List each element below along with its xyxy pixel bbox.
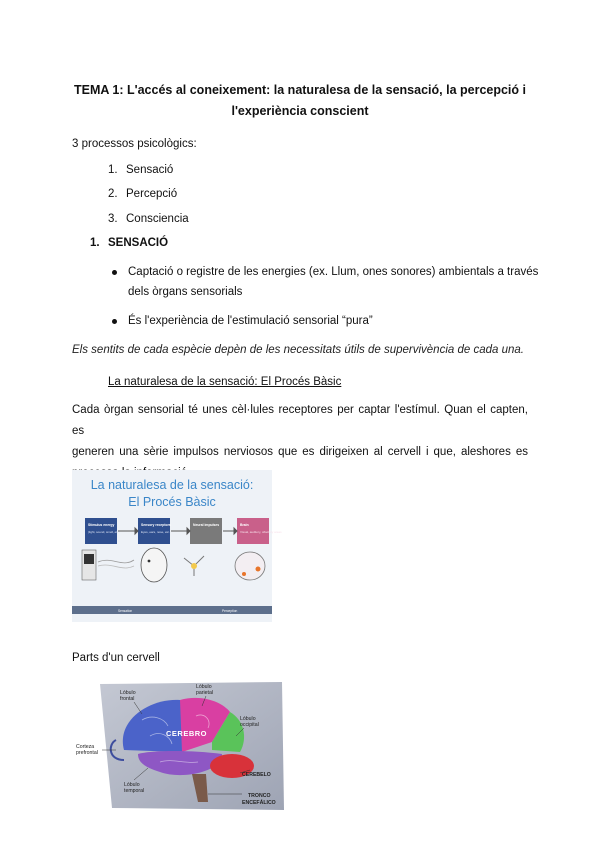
paragraph-line-2: generen una sèrie impulsos nerviosos que es dirigeixen al cervell i que, aleshores es [72, 446, 528, 458]
lamp-head [84, 554, 94, 564]
label-tronco-2: ENCEFÁLICO [242, 800, 276, 806]
label-temporal-1: Lóbulo [124, 782, 140, 788]
brain-figure-svg [72, 680, 286, 812]
label-frontal-2: frontal [120, 696, 135, 702]
brain-outline [235, 552, 265, 580]
label-occipital-2: occipital [240, 722, 259, 728]
label-occipital-1: Lóbulo [240, 716, 256, 722]
box-brain-head: Brain [240, 523, 249, 527]
section-num: 1. [90, 237, 100, 249]
box-brain-sub: Visual, auditory, olfactory areas [240, 530, 282, 534]
figure-title-2: El Procés Bàsic [128, 495, 216, 509]
box-neural [190, 518, 222, 544]
bottom-band [72, 606, 272, 614]
label-cerebro: CEREBRO [166, 729, 208, 738]
bullet-item-1 [112, 262, 539, 302]
process-num: 2. [108, 188, 118, 200]
process-label: Consciencia [126, 213, 189, 225]
label-temporal-2: temporal [124, 788, 145, 794]
bullet-line-2: dels òrgans sensorials [128, 286, 243, 298]
label-cortex-2: prefrontal [76, 750, 98, 756]
label-cortex-1: Corteza [76, 744, 95, 750]
brain-area-2 [242, 572, 246, 576]
brain-figure [72, 680, 286, 812]
process-label: Sensació [126, 164, 174, 176]
bullet-line-1: Captació o registre de les energies (ex. Llum, ones sonores) ambientals a través [128, 266, 539, 278]
process-figure [72, 470, 282, 622]
subheading: La naturalesa de la sensació: El Procés Bàsic [108, 376, 342, 388]
eye [148, 560, 151, 563]
section-title: SENSACIÓ [108, 237, 169, 249]
box-stimulus-head: Stimulus energy [88, 523, 115, 527]
label-parietal-2: parietal [196, 690, 214, 696]
paragraph-line-1: Cada òrgan sensorial té unes cèl·lules receptores per captar l'estímul. Quan el capten, es [72, 404, 528, 437]
bullet-dot [112, 319, 117, 324]
bottom-left-label: Sensation [118, 609, 133, 613]
label-cerebelo: CEREBELO [242, 772, 271, 778]
brain-area-1 [256, 567, 261, 572]
box-receptors-head: Sensory receptors [141, 523, 171, 527]
label-frontal-1: Lóbulo [120, 690, 136, 696]
process-num: 3. [108, 213, 118, 225]
head-outline [141, 548, 167, 582]
process-item-2 [108, 184, 178, 204]
process-label: Percepció [126, 188, 178, 200]
process-num: 1. [108, 164, 118, 176]
box-stimulus-sub: (light, sound, smell, etc) [88, 530, 120, 534]
neuron-body [191, 563, 197, 569]
bullet-item-2 [112, 311, 532, 331]
process-item-3 [108, 209, 189, 229]
process-figure-svg [72, 470, 282, 622]
box-neural-head: Neural impulses [193, 523, 220, 527]
section-heading [90, 233, 169, 253]
figure-title-1: La naturalesa de la sensació: [90, 478, 254, 492]
label-parietal-1: Lóbulo [196, 684, 212, 690]
box-receptors-sub: Eyes, ears, nose, etc. [141, 530, 170, 534]
process-item-1 [108, 160, 174, 180]
figure-background [72, 470, 272, 622]
intro-text: 3 processos psicològics: [72, 138, 197, 150]
italic-note: Els sentits de cada espècie depèn de les necessitats útils de supervivència de cada una. [72, 344, 524, 356]
title-line-2: l'experiència conscient [231, 104, 369, 118]
bullet-dot [112, 270, 117, 275]
bullet-line-1: És l'experiència de l'estimulació sensorial “pura” [128, 315, 373, 327]
page-title [60, 80, 540, 122]
title-line-1: TEMA 1: L'accés al coneixement: la naturalesa de la sensació, la percepció i [73, 83, 526, 97]
bottom-right-label: Perception [222, 609, 238, 613]
brain-caption: Parts d'un cervell [72, 652, 160, 664]
label-tronco-1: TRONCO [248, 793, 271, 799]
